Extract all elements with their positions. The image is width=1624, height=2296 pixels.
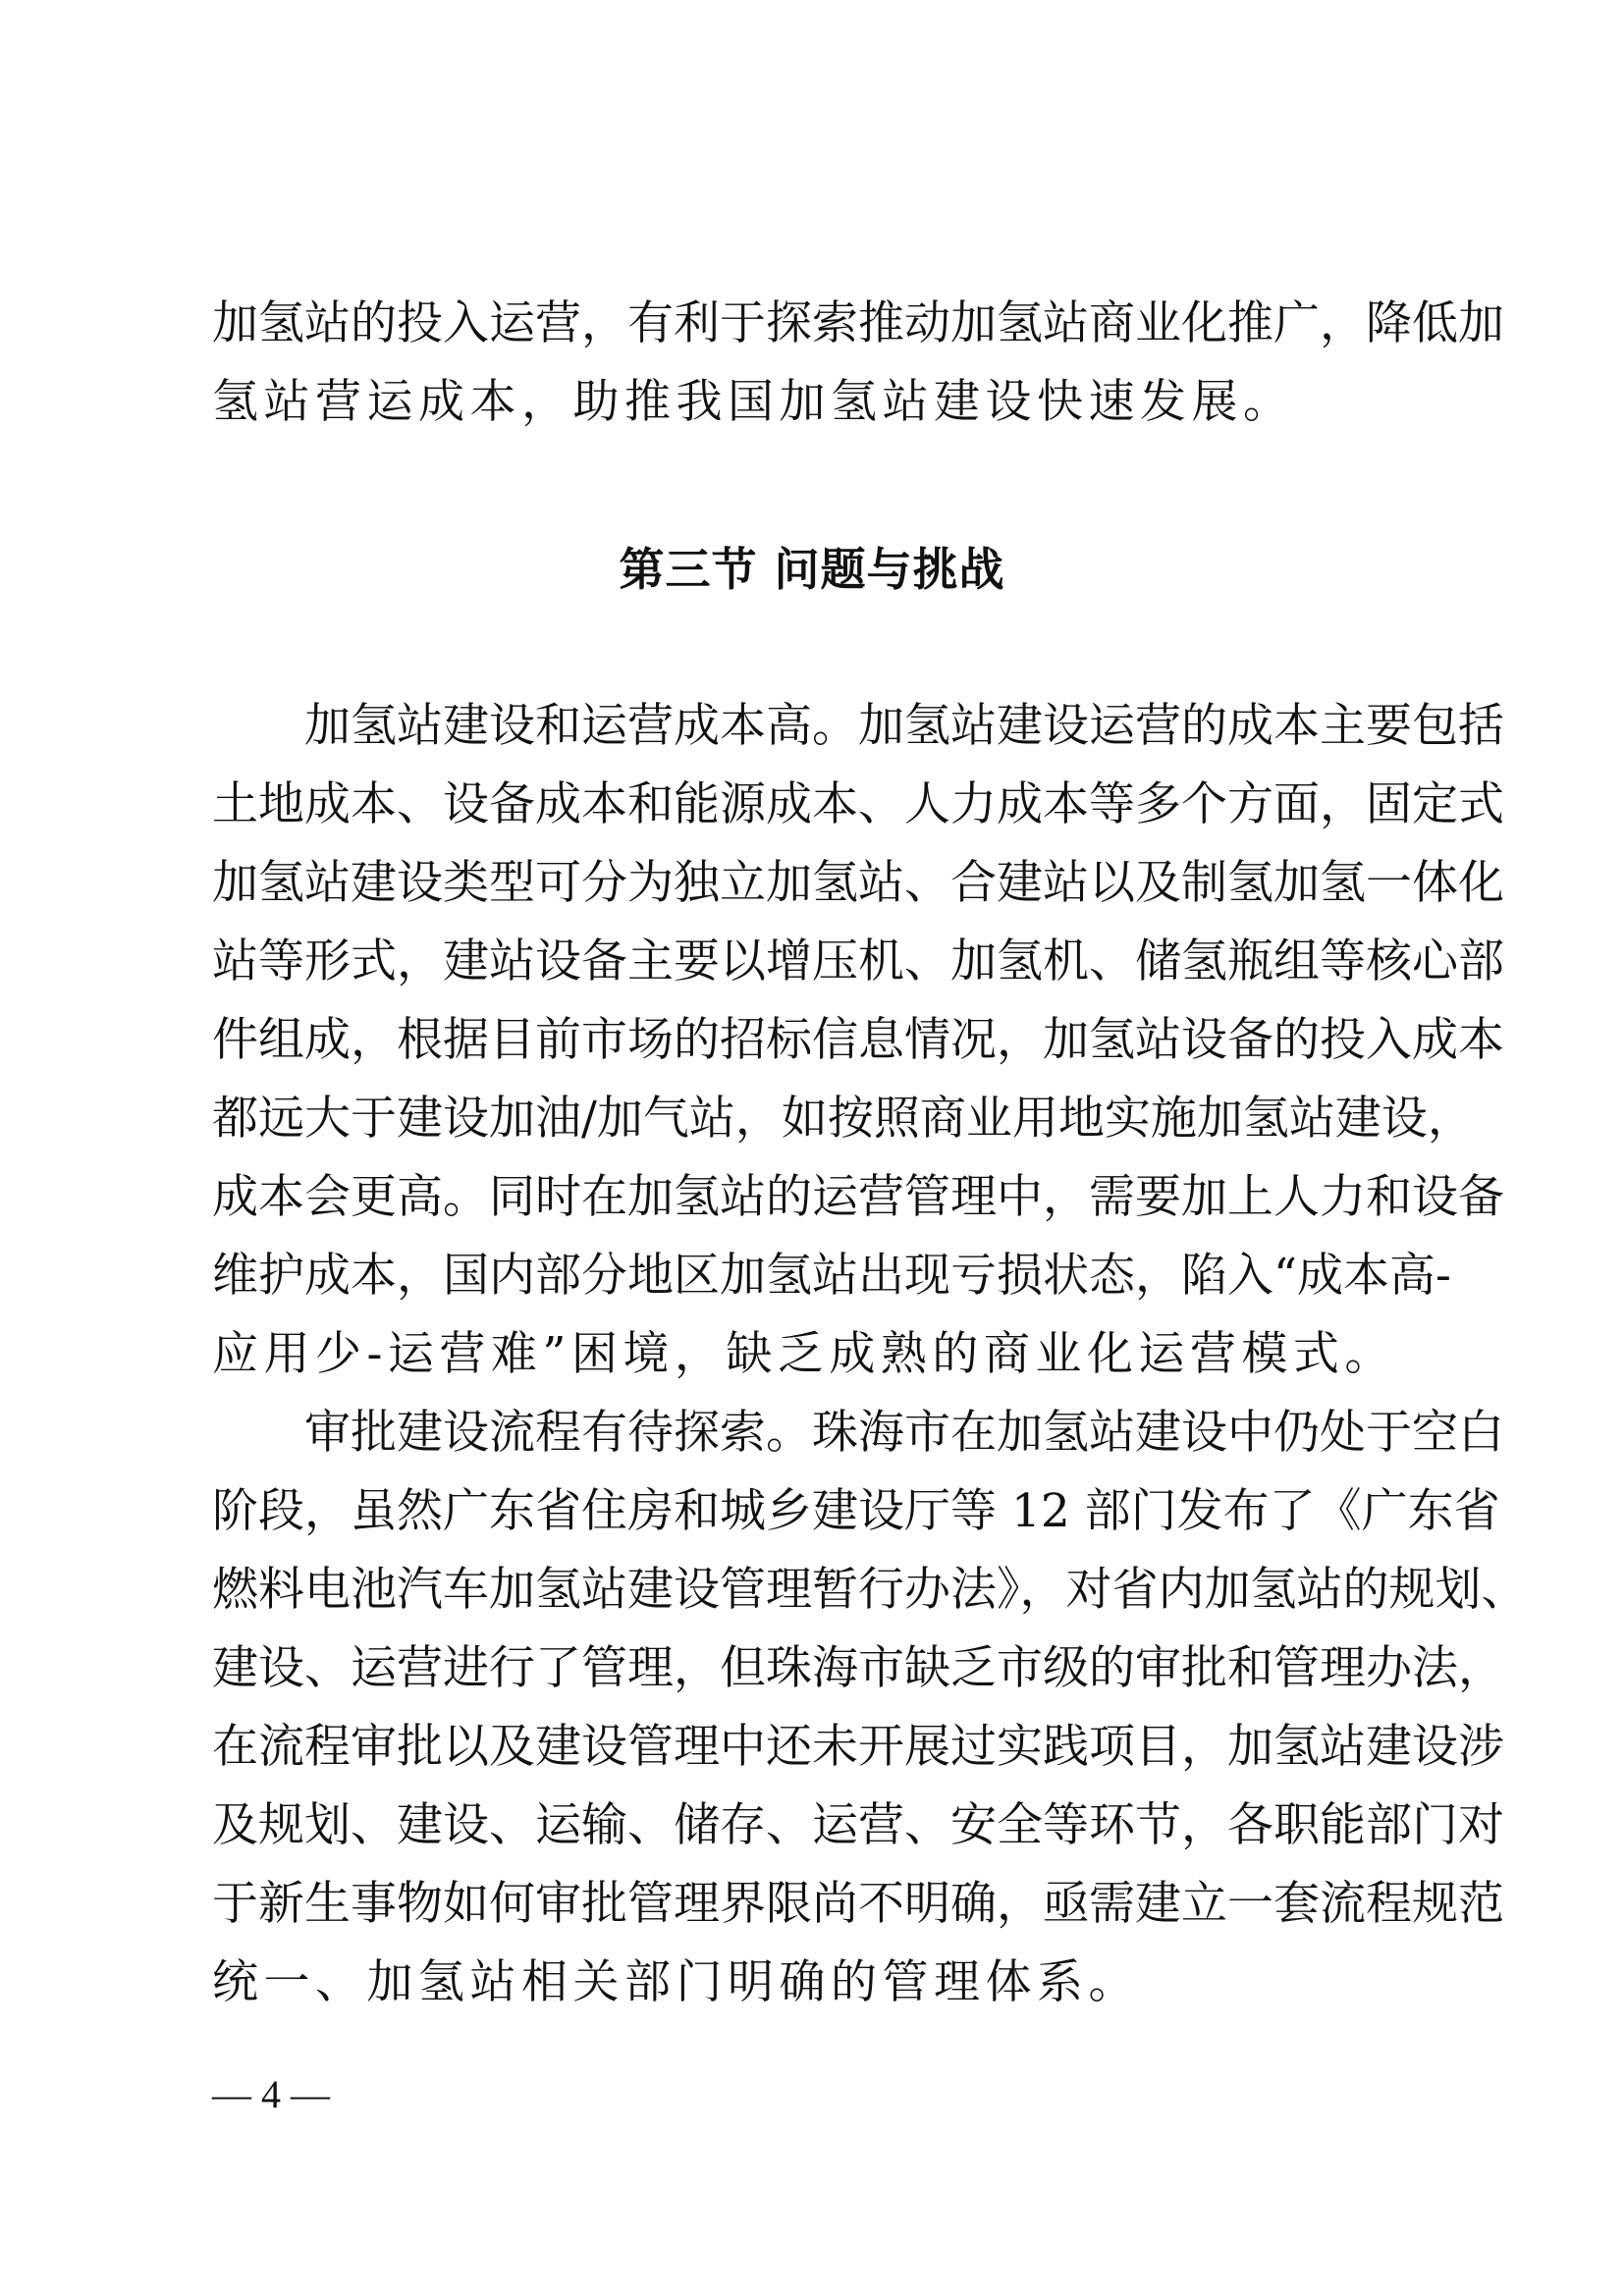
text-line: 维护成本，国内部分地区加氢站出现亏损状态，陷入“成本高- xyxy=(212,1249,1451,1303)
text-line: 建设、运营进行了管理，但珠海市缺乏市级的审批和管理办法， xyxy=(212,1641,1504,1695)
page-number: — 4 — xyxy=(212,2072,330,2116)
section-heading: 第三节 问题与挑战 xyxy=(619,543,1005,596)
text-line: 于新生事物如何审批管理界限尚不明确，亟需建立一套流程规范 xyxy=(212,1877,1504,1931)
text-line: 氢站营运成本，助推我国加氢站建设快速发展。 xyxy=(212,375,1295,429)
text-line: 应用少-运营难”困境，缺乏成熟的商业化运营模式。 xyxy=(212,1327,1396,1381)
text-line: 加氢站的投入运营，有利于探索推动加氢站商业化推广，降低加 xyxy=(212,296,1504,350)
text-line: 都远大于建设加油/加气站，如按照商业用地实施加氢站建设， xyxy=(212,1092,1474,1146)
text-line: 阶段，虽然广东省住房和城乡建设厅等 12 部门发布了《广东省 xyxy=(212,1484,1500,1538)
text-line: 统一、加氢站相关部门明确的管理体系。 xyxy=(212,1955,1140,2009)
text-line: 站等形式，建站设备主要以增压机、加氢机、储氢瓶组等核心部 xyxy=(212,934,1504,988)
text-line: 加氢站建设类型可分为独立加氢站、合建站以及制氢加氢一体化 xyxy=(212,856,1504,910)
text-line: 成本会更高。同时在加氢站的运营管理中，需要加上人力和设备 xyxy=(212,1170,1504,1224)
text-line: 及规划、建设、运输、储存、运营、安全等环节，各职能部门对 xyxy=(212,1798,1504,1852)
text-line: 燃料电池汽车加氢站建设管理暂行办法》，对省内加氢站的规划、 xyxy=(212,1563,1528,1617)
text-line: 审批建设流程有待探索。珠海市在加氢站建设中仍处于空白 xyxy=(304,1406,1504,1460)
text-line: 土地成本、设备成本和能源成本、人力成本等多个方面，固定式 xyxy=(212,777,1504,831)
text-line: 在流程审批以及建设管理中还未开展过实践项目，加氢站建设涉 xyxy=(212,1720,1504,1774)
text-line: 件组成，根据目前市场的招标信息情况，加氢站设备的投入成本 xyxy=(212,1013,1504,1067)
text-line: 加氢站建设和运营成本高。加氢站建设运营的成本主要包括 xyxy=(304,699,1504,753)
